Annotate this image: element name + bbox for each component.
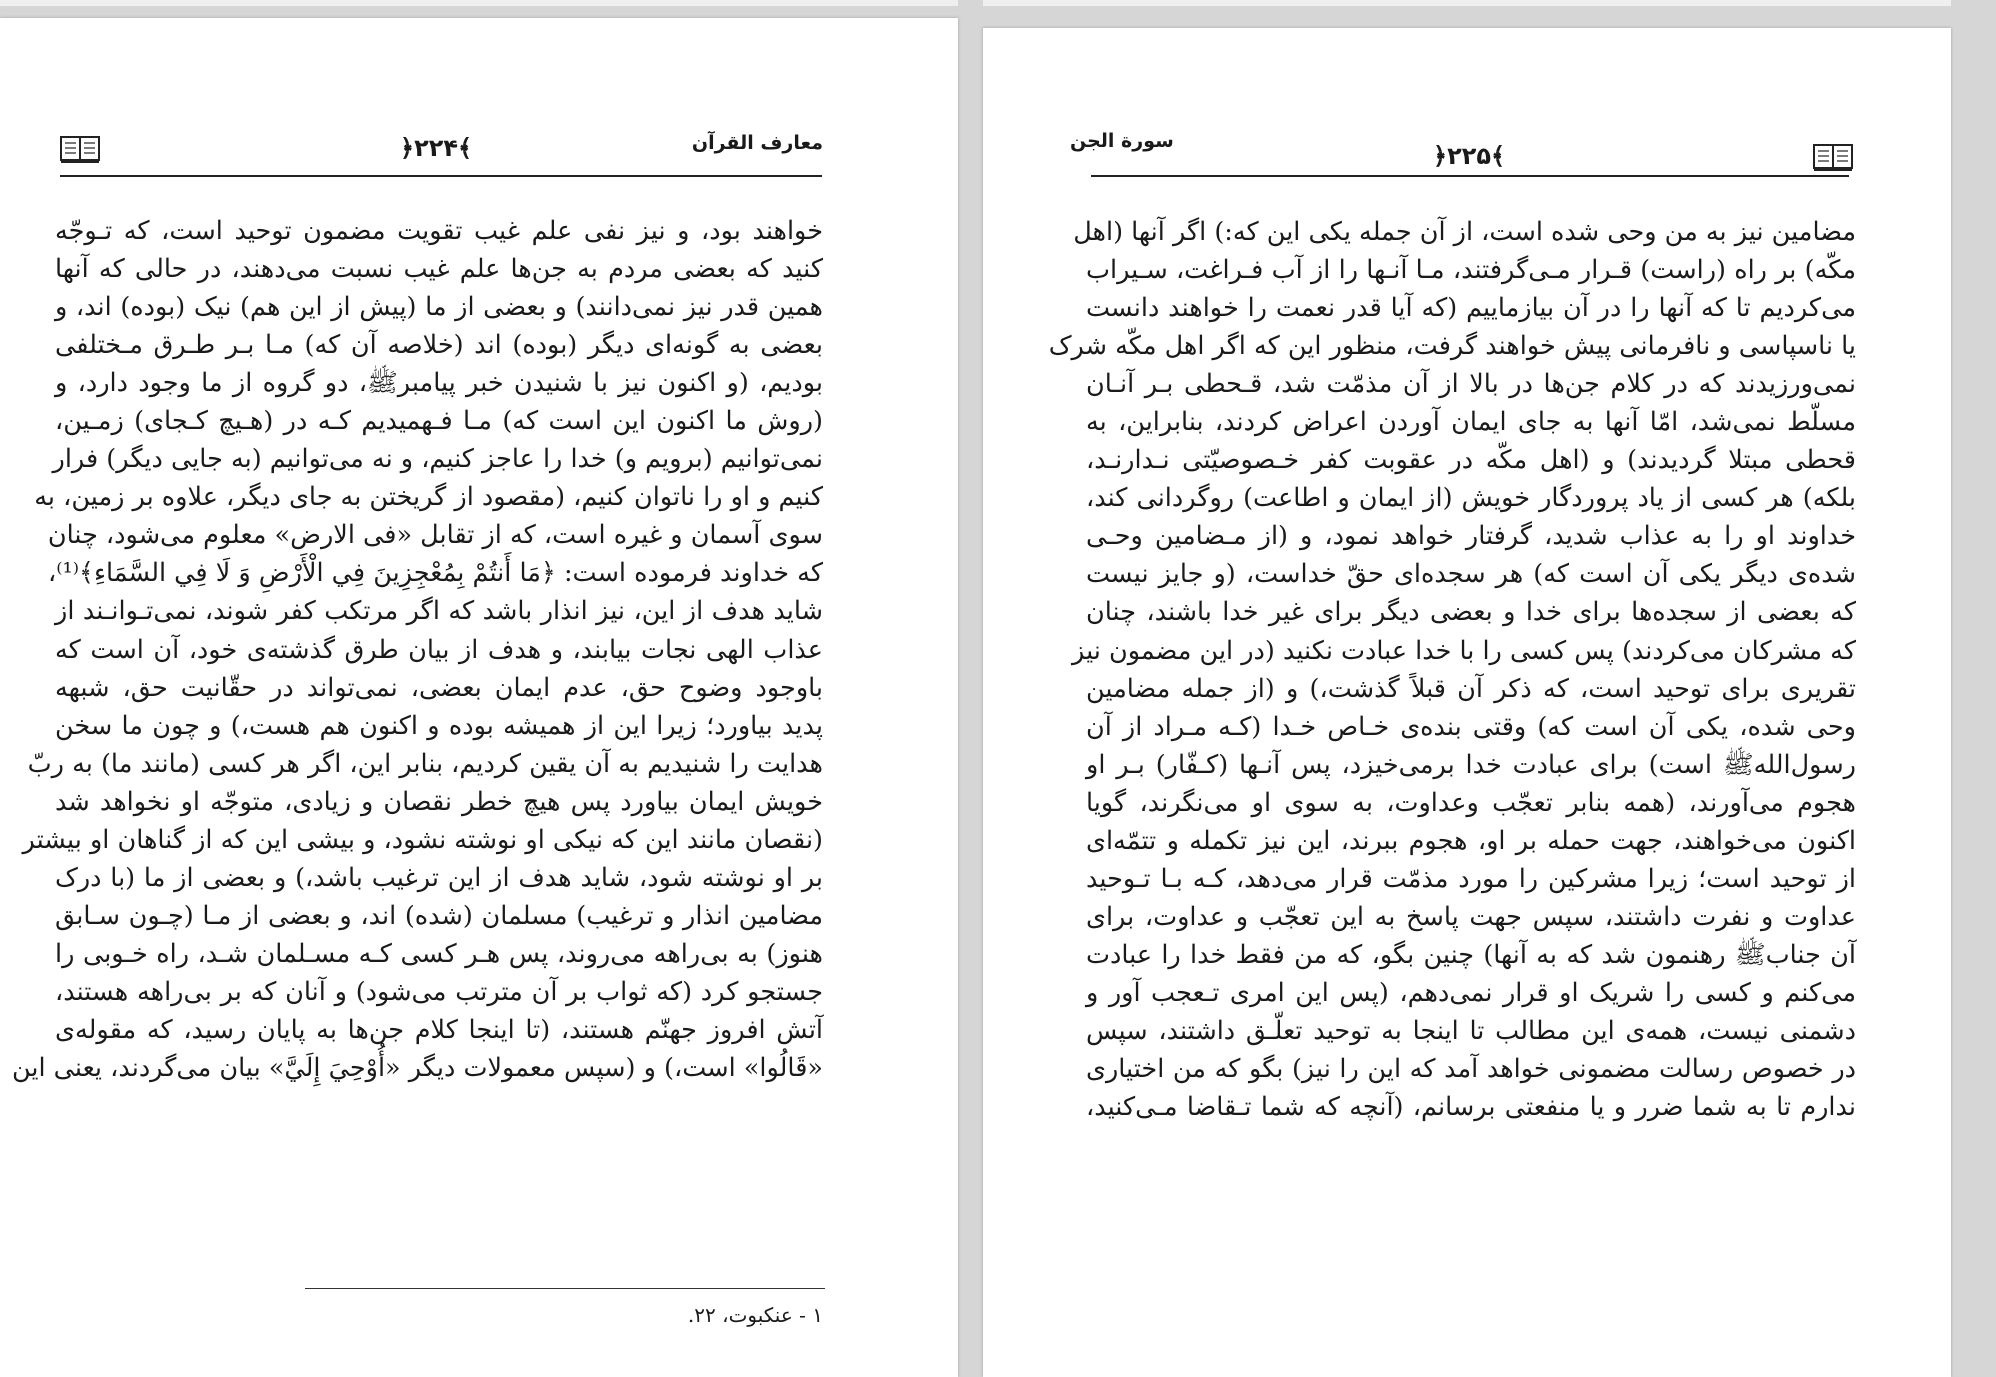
- text-line: باوجود وضوح حق، عدم ایمان بعضی، نمی‌تواند در حقّانیت حق، شبهه: [55, 672, 823, 703]
- left-page-header: [0, 130, 958, 170]
- text-line: هنوز) به بی‌راهه می‌روند، پس هـر کسی کـه مسـلمان شـد، راه خـوبی را: [55, 938, 823, 969]
- text-line: «قَالُوا» است،) و (سپس معمولات دیگر «أُوْحِيَ إِلَيَّ» بیان می‌گردند، یعنی این: [11, 1053, 823, 1084]
- text-line: کنیم و او را ناتوان کنیم، (مقصود از گریختن به جای دیگر، علاوه بر زمین، به: [34, 482, 823, 513]
- text-line: آتش افروز جهنّم هستند، (تا اینجا کلام جن‌ها به پایان رسید، که مقوله‌ی: [55, 1014, 823, 1045]
- text-line: (روش ما اکنون این است که) مـا فـهمیدیم کـه در (هـیچ کـجای) زمـین،: [55, 406, 823, 437]
- footnote: ۱ - عنکبوت، ۲۲.: [687, 1303, 823, 1327]
- text-line: می‌کردیم تا که آنها را در آن بیازماییم (که آیا قدر نعمت را خواهند دانست: [1086, 293, 1856, 324]
- text-line: بودیم، (و اکنون نیز با شنیدن خبر پیامبرﷺ، دو گروه از ما وجود دارد، و: [55, 368, 823, 399]
- text-line: عذاب الهی نجات بیابند، و هدف از بیان طرق گذشته‌ی خود، آن است که: [55, 634, 823, 665]
- text-line: که خداوند فرموده است: ﴿مَا أَنتُمْ بِمُعْجِزِينَ فِي الْأَرْضِ وَ لَا فِي السَّمَاءِ﴾⁽¹⁾،: [48, 558, 823, 589]
- text-line: بعضی به گونه‌ای دیگر (بوده) اند (خلاصه آن که) مـا بـر طـرق مـختلفی: [55, 330, 823, 361]
- page-number: ﴿۲۲۴﴾: [400, 134, 473, 162]
- right-page-header: [983, 128, 1951, 168]
- footnote-rule: [305, 1288, 825, 1289]
- text-line: سوی آسمان و غیره است، که از تقابل «فی الارض» معلوم می‌شود، چنان: [47, 520, 823, 551]
- text-line: خواهند بود، و نیز نفی علم غیب تقویت مضمون توحید است، که تـوجّه: [55, 216, 823, 246]
- previous-page-edge-right: [983, 0, 1951, 6]
- text-line: تقریری برای توحید است، که ذکر آن قبلاً گذشت،) و (از جمله مضامین: [1086, 673, 1856, 704]
- running-title: معارف القرآن: [691, 132, 823, 154]
- text-line: رسول‌اللهﷺ است) برای عبادت خدا برمی‌خیزد، پس آنـها (کـفّار) بـر او: [1086, 749, 1856, 780]
- text-line: شاید هدف از این، نیز انذار باشد که اگر مرتکب کفر شوند، نمی‌تـوانـند از: [55, 596, 823, 627]
- running-title: سورة الجن: [1070, 130, 1174, 152]
- text-line: همین قدر نیز نمی‌دانند) و بعضی از ما (پیش از این هم) نیک (بوده) اند، و: [55, 292, 823, 323]
- text-line: مسلّط نمی‌شد، امّا آنها به جای ایمان آوردن اعراض کردند، بنابراین، به: [1086, 407, 1856, 438]
- text-line: از توحید است؛ زیرا مشرکین را مورد مذمّت قرار می‌دهد، کـه بـا تـوحید: [1086, 863, 1856, 894]
- previous-page-edge-left: [0, 0, 958, 6]
- text-line: وحی شده، یکی آن است که) وقتی بنده‌ی خـاص خـدا (کـه مـراد از آن: [1086, 711, 1856, 742]
- text-line: هدایت را شنیدیم به آن یقین کردیم، بنابر این، اگر هر کسی (مانند ما) به ربّ: [27, 748, 823, 779]
- page-number: ﴿۲۲۵﴾: [1433, 142, 1506, 170]
- text-line: نمی‌ورزیدند که در کلام جن‌ها در بالا از آن مذمّت شد، قـحطی بـر آنـان: [1086, 369, 1856, 400]
- text-line: شده‌ی دیگر یکی آن است که) هر سجده‌ای حقّ خداست، (و جایز نیست: [1086, 559, 1856, 590]
- open-book-icon: [60, 136, 100, 164]
- text-line: بر او نوشته شود، شاید هدف از این ترغیب باشد،) و بعضی از ما (با درک: [55, 862, 823, 893]
- text-line: مکّه) بر راه (راست) قـرار مـی‌گرفتند، مـا آنـها را از آب فـراغت، سـیراب: [1086, 255, 1856, 286]
- right-page: [983, 28, 1951, 1377]
- header-rule: [60, 175, 822, 177]
- text-line: هجوم می‌آورند، (همه بنابر تعجّب وعداوت، به سوی او می‌نگرند، گویا: [1086, 787, 1856, 818]
- text-line: جستجو کرد (که ثواب بر آن مترتب می‌شود) و آنان که بر بی‌راهه هستند،: [55, 976, 823, 1007]
- text-line: مضامین نیز به من وحی شده است، از آن جمله یکی این که:) اگر آنها (اهل: [1073, 217, 1856, 247]
- text-line: یا ناسپاسی و نافرمانی پیش خواهند گرفت، منظور این که اگر اهل مکّه شرک: [1048, 331, 1856, 362]
- left-page: [0, 18, 958, 1377]
- text-line: (نقصان مانند این که نیکی او نوشته نشود، و بیشی این که از گناهان او بیشتر: [22, 824, 823, 855]
- text-line: در خصوص رسالت مضمونی خواهد آمد که این را نیز) بگو که من اختیاری: [1086, 1054, 1856, 1085]
- text-line: دشمنی نیست، همه‌ی این مطالب تا اینجا به توحید تعلّـق داشتند، سپس: [1086, 1015, 1856, 1046]
- text-line: می‌کنم و کسی را شریک او قرار نمی‌دهم، (پس این امری تـعجب آور و: [1086, 977, 1856, 1008]
- text-line: مضامین انذار و ترغیب) مسلمان (شده) اند، و بعضی از مـا (چـون سـابق: [55, 900, 823, 931]
- right-page-body: [1048, 213, 1856, 1126]
- text-line: قحطی مبتلا گردیدند) و (اهل مکّه در عقوبت کفر خـصوصیّتی نـدارنـد،: [1086, 445, 1856, 476]
- text-line: اکنون می‌خواهند، جهت حمله بر او، هجوم ببرند، این نیز تکمله و تتمّه‌ای: [1086, 825, 1856, 856]
- text-line: بلکه) هر کسی از یاد پروردگار خویش (از ایمان و اطاعت) روگردانی کند،: [1086, 483, 1856, 514]
- text-line: پدید بیاورد؛ زیرا این از همیشه بوده و اکنون هم هست،) و چون ما سخن: [55, 710, 823, 741]
- text-line: ندارم تا به شما ضرر و یا منفعتی برسانم، (آنچه که شما تـقاضا مـی‌کنید،: [1086, 1092, 1856, 1123]
- text-line: آن جنابﷺ رهنمون شد که به آنها) چنین بگو، که من فقط خدا را عبادت: [1086, 939, 1856, 970]
- text-line: خویش ایمان بیاورد پس هیچ خطر نقصان و زیادی، متوجّه او نخواهد شد: [55, 786, 823, 817]
- left-page-body: [11, 212, 823, 1087]
- text-line: که بعضی از سجده‌ها برای خدا و بعضی دیگر برای غیر خدا باشند، چنان: [1086, 597, 1856, 628]
- text-line: نمی‌توانیم (برویم و) خدا را عاجز کنیم، و نه می‌توانیم (به جایی دیگر) فرار: [52, 444, 823, 475]
- text-line: کنید که بعضی مردم به جن‌ها علم غیب نسبت می‌دهند، در حالی که آنها: [55, 254, 823, 285]
- text-line: خداوند او را به عذاب شدید، گرفتار خواهد نمود، و (از مـضامین وحـی: [1086, 521, 1856, 552]
- text-line: عداوت و نفرت داشتند، سپس جهت پاسخ به این تعجّب و عداوت، برای: [1086, 901, 1856, 932]
- open-book-icon: [1813, 144, 1853, 172]
- text-line: که مشرکان می‌کردند) پس کسی را با خدا عبادت نکنید (در این مضمون نیز: [1072, 635, 1856, 666]
- header-rule: [1091, 175, 1849, 177]
